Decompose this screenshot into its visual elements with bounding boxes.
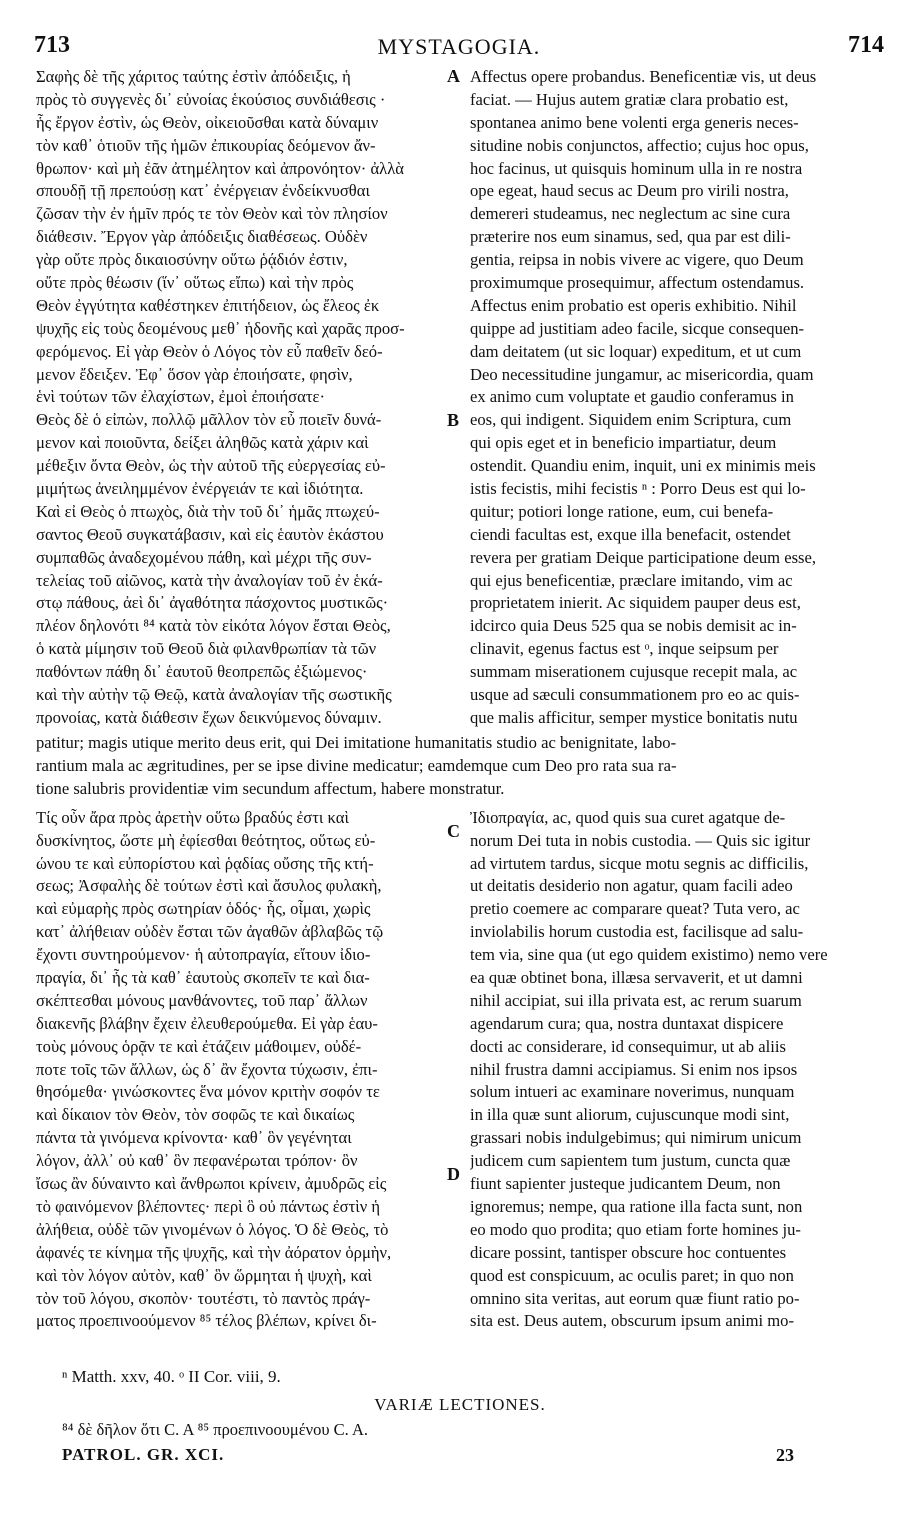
greek-line: Σαφὴς δὲ τῆς χάριτος ταύτης ἐστὶν ἀπόδειξις, ἡ [36,67,351,86]
greek-line: καὶ εὐμαρὴς πρὸς σωτηρίαν ὁδός· ἧς, οἶμαι, χωρὶς [36,899,371,919]
latin-line: ea quæ obtinet bona, illæsa servaverit, et ut damni [470,968,803,988]
latin-line: quod est conspicuum, ac oculis paret; in quo non [470,1265,794,1285]
greek-line: Καὶ εἰ Θεὸς ὁ πτωχὸς, διὰ τὴν τοῦ δι᾽ ἡμᾶς πτωχεύ- [36,501,380,521]
latin-line: quitur; potiori longe ratione, eum, cui benefa- [470,501,774,521]
greek-line: μιμήτως ἀνειλημμένον ἐνέργειάν τε καὶ ἰδιότητα. [36,479,364,499]
latin-column-2 [470,807,884,1333]
latin-line: situdine nobis conjunctos, affectio; cujus hoc opus, [470,135,809,155]
margin-letter-d: D [447,1164,460,1184]
greek-line: ποτε τοῖς τῶν ἄλλων, ὡς δ᾽ ἂν ἔχοντα τύχωσιν, ἐπι- [36,1059,378,1079]
greek-line: Τίς οὖν ἄρα πρὸς ἀρετὴν οὕτω βραδύς ἐστι καὶ [36,807,349,827]
latin-line: revera per gratiam Deique participatione deum esse, [470,547,817,567]
latin-line: ope egeat, haud secus ac Deum pro virili nostra, [470,181,789,201]
greek-line: ἴσως ἂν δύναιντο καὶ ἄνθρωποι κρίνειν, ἀμυδρῶς εἰς [36,1174,387,1194]
running-title: MYSTAGOGIA. [377,34,541,59]
greek-line: φερόμενος. Εἰ γὰρ Θεὸν ὁ Λόγος τὸν εὖ παθεῖν δεό- [36,341,383,361]
latin-line: solum intueri ac examinare noverimus, nunquam [470,1082,795,1102]
latin-line: Deo necessitudine jungamur, ac misericordia, quam [470,364,814,384]
page-number-left: 713 [34,32,70,58]
greek-line: μενον ἔδειξεν. Ἐφ᾽ ὅσον γὰρ ἐποιήσατε, φησὶν, [36,364,353,384]
greek-line: πλέον δηλονότι ⁸⁴ κατὰ τὸν εἰκότα λόγον ἔσται Θεὸς, [36,616,391,636]
latin-line: hoc facinus, ut quisquis hominum ulla in re nostra [470,158,803,178]
latin-line: eo modo quo prodita; quo etiam forte homines ju- [470,1219,801,1239]
greek-line: τὸν τοῦ λόγου, σκοπὸν· τουτέστι, τὸ παντὸς πράγ- [36,1288,371,1308]
variae-lectiones: ⁸⁴ δὲ δῆλον ὅτι C. A ⁸⁵ προεπινοουμένου C. A. [62,1420,369,1439]
greek-line: τὸ φαινόμενον βλέποντες· περὶ ὃ οὐ πάντως ἐστὶν ἡ [36,1196,381,1216]
greek-column [36,66,460,730]
latin-line: omnino sita veritas, aut eorum quæ fiunt ratio po- [470,1288,800,1308]
greek-line: ζῶσαν τὴν ἐν ἡμῖν πρός τε τὸν Θεὸν καὶ τὸν πλησίον [36,204,388,224]
latin-line: nihil frustra damni accipiamus. Si enim nos ipsos [470,1059,798,1079]
greek-line: διάθεσιν. Ἔργον γὰρ ἀπόδειξις διαθέσεως. Οὐδὲν [36,227,368,247]
variae-lectiones-title: VARIÆ LECTIONES. [374,1395,546,1414]
greek-line: ἧς ἔργον ἐστὶν, ὡς Θεὸν, οἰκειοῦσθαι κατὰ δύναμιν [36,112,379,132]
greek-line: θησόμεθα· γινώσκοντες ἕνα μόνον κριτὴν σοφόν τε [36,1082,380,1102]
greek-line: πρὸς τὸ συγγενὲς δι᾽ εὐνοίας ἑκούσιος συνδιάθεσις · [36,89,386,109]
latin-line: gentia, reipsa in nobis vivere ac vigere, quo Deum [470,250,804,270]
latin-line: agendarum cura; qua, nostra duntaxat dispicere [470,1013,784,1033]
latin-line: clinavit, egenus factus est ᵒ, inque seipsum per [470,639,779,659]
latin-line: istis fecistis, mihi fecistis ⁿ : Porro Deus est qui lo- [470,479,806,499]
latin-line: ciendi facultas est, exque illa benefacit, ostendet [470,524,791,544]
latin-line: proximumque prosequimur, affectum ostendamus. [470,273,805,293]
latin-line: pretio coemere ac comparare queat? Tuta vero, ac [470,899,800,919]
greek-line: συμπαθῶς ἀναδεχομένου πάθη, καὶ μέχρι τῆς συν- [36,547,372,567]
latin-line: nihil accipiat, sui illa privata est, ac rerum suarum [470,990,802,1010]
greek-line: σπουδῇ τῇ πρεπούσῃ κατ᾽ ἐνέργειαν ἐνδείκνυσθαι [36,181,370,201]
latin-line: docti ac considerare, id consequimur, ut ab aliis [470,1036,786,1056]
greek-line: διακενῆς βλάβην ἔχειν ἐλευθερούμεθα. Εἰ γὰρ ἑαυ- [36,1013,378,1033]
margin-letter-c: C [447,821,460,841]
greek-line: ψυχῆς εἰς τοὺς δεομένους μεθ᾽ ἡδονῆς καὶ χαρᾶς προσ- [36,318,405,338]
greek-line: ἀφανές τε κίνημα τῆς ψυχῆς, καὶ τὴν ἀόρατον ὁρμὴν, [36,1242,392,1262]
greek-line: Θεὸν ἐγγύτητα καθέστηκεν ἐπιτήδειον, ὡς ἔλεος ἐκ [36,295,380,315]
greek-line: στῳ πάθους, ἀεὶ δι᾽ ἀγαθότητα πάσχοντος μυστικῶς· [36,593,389,613]
greek-line: προνοίας, κατὰ διάθεσιν ἔχων δεικνύμενος δύναμιν. [36,707,382,727]
latin-line: tem via, sine qua (ut ego quidem existimo) nemo vere [470,945,828,965]
full-width-line: tione salubris providentiæ vim secundum affectum, habere monstratur. [36,778,505,798]
greek-line: ώνου τε καὶ εὐπορίστου καὶ ῥᾳδίας οὔσης τῆς κτή- [36,853,374,873]
greek-line: ἑνὶ τούτων τῶν ἐλαχίστων, ἐμοὶ ἐποιήσατε· [36,387,325,407]
greek-line: λόγον, ἀλλ᾽ οὐ καθ᾽ ὃν πεφανέρωται τρόπον· ὃν [36,1151,358,1171]
latin-line: judicem cum sapientem tum justum, cuncta quæ [470,1151,791,1171]
latin-line: qui ejus beneficentiæ, præclare imitando, vim ac [470,570,793,590]
margin-letter-a: A [447,66,460,86]
latin-line: dicare possint, tantisper obscure hoc contuentes [470,1242,787,1262]
latin-line: præterire nos eum sinamus, sed, qua par est dili- [470,227,791,247]
greek-line: παθόντων πάθη δι᾽ ἑαυτοῦ θεοπρεπῶς ἐξιώμενος· [36,662,368,682]
latin-line: Ἰδιοπραγία, ac, quod quis sua curet agatque de- [470,807,786,827]
latin-line: fiunt sapienter justeque judicantem Deum, non [470,1174,781,1194]
greek-line: σκέπτεσθαι μόνους μανθάνοντες, τοῦ παρ᾽ ἄλλων [36,990,368,1010]
latin-line: inviolabilis horum custodia est, facilisque ad salu- [470,922,804,942]
latin-line: spontanea animo bene volenti erga generis neces- [470,112,799,132]
greek-line: θρωπον· καὶ μὴ ἐᾶν ἀτημέλητον καὶ ἀπρονόητον· ἀλλὰ [36,158,404,178]
latin-line: idcirco quia Deus 525 qua se nobis demisit ac in- [470,616,797,636]
latin-line: ad virtutem tardus, sicque motu segnis ac difficilis, [470,853,809,873]
latin-line: grassari nobis indulgebimus; qui nimirum unicum [470,1128,802,1148]
latin-line: in illa quæ sunt aliorum, cujuscunque modi sint, [470,1105,790,1125]
greek-line: καὶ τὸν λόγον αὐτὸν, καθ᾽ ὃν ὥρμηται ἡ ψυχὴ, καὶ [36,1265,372,1285]
latin-line: eos, qui indigent. Siquidem enim Scriptura, cum [470,410,792,430]
greek-column-2 [36,807,460,1333]
latin-line: que malis afficitur, semper mystice bonitatis nutu [470,707,798,727]
full-width-line: patitur; magis utique merito deus erit, qui Dei imitatione humanitatis studio ac benignitate, labo- [36,733,677,753]
latin-line: ut deitatis desiderio non agatur, quam facili adeo [470,876,793,896]
greek-line: σαντος Θεοῦ συγκατάβασιν, καὶ εἰς ἑαυτὸν ἑκάστου [36,524,384,544]
margin-letter-b: B [447,410,460,430]
latin-line: ostendit. Quandiu enim, inquit, uni ex minimis meis [470,456,816,476]
greek-line: ὁ κατὰ μίμησιν τοῦ Θεοῦ διὰ φιλανθρωπίαν τὰ τῶν [36,639,377,659]
greek-line: καὶ δίκαιον τὸν Θεὸν, τὸν σοφῶς τε καὶ δικαίως [36,1105,355,1125]
latin-line: norum Dei tuta in nobis custodia. — Quis sic igitur [470,830,811,850]
latin-line: qui opis eget et in beneficio impartiatur, deum [470,433,777,453]
greek-line: καὶ τὴν αὐτὴν τῷ Θεῷ, κατὰ ἀναλογίαν τῆς σωστικῆς [36,685,392,705]
greek-line: δυσκίνητος, ὥστε μὴ ἐφίεσθαι θεότητος, οὕτως εὐ- [36,830,376,850]
patrologia-signature: PATROL. GR. XCI. [62,1445,225,1464]
greek-line: μέθεξιν ὄντα Θεὸν, ὡς τὴν αὐτοῦ τῆς εὐεργεσίας εὐ- [36,456,386,476]
greek-line: πραγία, δι᾽ ἧς τὰ καθ᾽ ἑαυτοὺς σκοπεῖν τε καὶ δια- [36,968,370,988]
latin-line: Affectus opere probandus. Beneficentiæ vis, ut deus [470,67,817,86]
greek-line: πάντα τὰ γινόμενα κρίνοντα· καθ᾽ ὃν γεγένηται [36,1128,352,1148]
full-width-latin [36,732,886,801]
page-number-right: 714 [848,32,884,58]
latin-line: summam miserationem cujusque recepit mala, ac [470,662,798,682]
greek-line: Θεὸς δὲ ὁ εἰπὼν, πολλῷ μᾶλλον τὸν εὖ ποιεῖν δυνά- [36,410,382,430]
greek-line: τὸν καθ᾽ ὁτιοῦν τῆς ἡμῶν ἐπικουρίας δεόμενον ἄν- [36,135,376,155]
latin-column [470,66,884,730]
greek-line: μενον καὶ ποιοῦντα, δείξει ἀληθῶς κατὰ χάριν καὶ [36,433,369,453]
greek-line: ἔχοντι συντηρούμενον· ἡ αὐτοπραγία, εἴτουν ἰδιο- [36,945,371,965]
latin-line: faciat. — Hujus autem gratiæ clara probatio est, [470,89,789,109]
footnotes: ⁿ Matth. xxv, 40. ᵒ II Cor. viii, 9. [62,1367,281,1386]
greek-line: οὔτε πρὸς θέωσιν (ἵν᾽ οὕτως εἴπω) καὶ τὴν πρὸς [36,273,354,293]
greek-line: σεως; Ἀσφαλὴς δὲ τούτων ἐστὶ καὶ ἄσυλος φυλακὴ, [36,876,382,896]
latin-line: proprietatem inierit. Ac siquidem pauper deus est, [470,593,801,613]
latin-line: quippe ad justitiam adeo facile, sicque consequen- [470,318,805,338]
gathering-signature: 23 [776,1445,794,1465]
latin-line: sita est. Deus autem, obscurum ipsum animi mo- [470,1311,794,1331]
latin-line: Affectus enim probatio est operis exhibitio. Nihil [470,295,797,315]
greek-line: τοὺς μόνους ὁρᾷν τε καὶ ἐτάζειν μάθοιμεν, οὐδέ- [36,1036,362,1056]
page-header [34,32,884,60]
greek-line: ἀλήθεια, οὐδὲ τῶν γινομένων ὁ λόγος. Ὁ δὲ Θεὸς, τὸ [36,1219,389,1239]
full-width-line: rantium mala ac ægritudines, per se ipse divine medicatur; eamdemque cum Deo pro rata sua ra- [36,755,677,775]
latin-line: ignoremus; nempe, qua ratione illa facta sunt, non [470,1196,803,1216]
latin-line: ex animo cum voluptate et gaudio conferamus in [470,387,794,407]
greek-line: τελείας τοῦ αἰῶνος, κατὰ τὴν ἀναλογίαν τοῦ ἐν ἑκά- [36,570,383,590]
greek-line: κατ᾽ ἀλήθειαν οὐδὲν ἔσται τῶν ἀγαθῶν ἀβλαβῶς τῷ [36,922,384,942]
greek-line: γὰρ οὔτε πρὸς δικαιοσύνην οὕτω ῥᾴδιόν ἐστιν, [36,250,348,270]
latin-line: usque ad sæculi consummationem pro eo ac quis- [470,685,800,705]
latin-line: demereri studeamus, nec neglectum ac sine cura [470,204,791,224]
greek-line: ματος προεπινοούμενον ⁸⁵ τέλος βλέπων, κρίνει δι- [36,1311,377,1331]
latin-line: dam deitatem (ut sic loquar) expeditum, et ut cum [470,341,802,361]
